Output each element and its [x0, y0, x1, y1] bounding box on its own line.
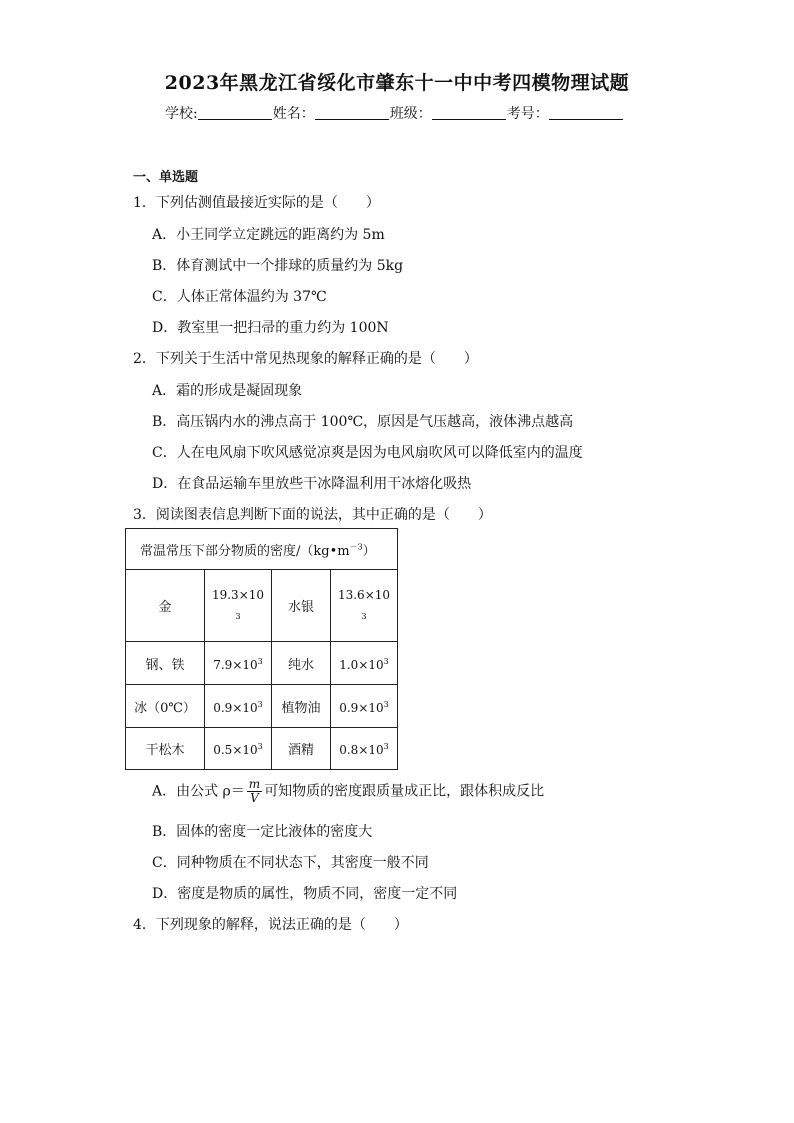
question-3-option-b: B．固体的密度一定比液体的密度大 — [152, 824, 373, 840]
question-1-stem: 1．下列估测值最接近实际的是（ ） — [133, 195, 380, 211]
density-mantissa: 0.8×10 — [339, 743, 384, 757]
table-cell-density — [205, 728, 272, 770]
question-2-stem: 2．下列关于生活中常见热现象的解释正确的是（ ） — [133, 351, 478, 367]
table-row — [126, 642, 398, 685]
fraction-denominator: V — [250, 791, 259, 805]
density-mantissa: 0.9×10 — [213, 700, 258, 715]
table-cell-density — [205, 570, 272, 642]
id-blank[interactable] — [549, 105, 623, 120]
table-cell-substance: 钢、铁 — [126, 642, 205, 685]
table-header-cell — [126, 529, 398, 570]
density-formula-fraction — [247, 778, 262, 805]
table-header-end: ） — [362, 543, 376, 559]
density-table — [125, 528, 398, 770]
question-1-option-d: D．教室里一把扫帚的重力约为 100N — [152, 320, 389, 336]
table-header-exponent: －3 — [349, 542, 363, 552]
table-row — [126, 570, 398, 642]
class-blank[interactable] — [432, 105, 506, 120]
table-cell-density — [331, 685, 398, 728]
table-cell-density — [331, 570, 398, 642]
school-label: 学校: — [165, 106, 198, 122]
table-cell-substance: 水银 — [272, 570, 331, 642]
table-cell-substance: 植物油 — [272, 685, 331, 728]
density-exponent: 3 — [235, 611, 241, 621]
table-cell-density — [331, 642, 398, 685]
table-header-text: 常温常压下部分物质的密度/（kg•m — [140, 543, 350, 559]
density-exponent: 3 — [383, 699, 389, 709]
question-2-option-b: B．高压锅内水的沸点高于 100℃，原因是气压越高，液体沸点越高 — [152, 414, 574, 430]
density-exponent: 3 — [257, 742, 263, 751]
class-label: 班级： — [389, 106, 432, 122]
option-a-prefix: A．由公式 ρ＝ — [152, 783, 245, 800]
density-mantissa: 13.6×10 — [337, 587, 391, 602]
fraction-numerator: m — [248, 777, 261, 791]
id-label: 考号： — [506, 106, 549, 122]
table-cell-substance: 纯水 — [272, 642, 331, 685]
density-mantissa: 19.3×10 — [211, 587, 265, 602]
question-3-option-a — [152, 778, 544, 805]
question-4-stem: 4．下列现象的解释，说法正确的是（ ） — [133, 917, 408, 933]
question-2-option-a: A．霜的形成是凝固现象 — [152, 383, 303, 399]
table-cell-density — [331, 728, 398, 770]
table-cell-substance: 干松木 — [126, 728, 205, 770]
section-heading: 一、单选题 — [133, 170, 199, 185]
density-mantissa: 7.9×10 — [213, 657, 258, 672]
density-mantissa: 1.0×10 — [339, 657, 384, 672]
student-info-line — [165, 103, 624, 123]
density-mantissa: 0.5×10 — [213, 743, 258, 757]
question-2-option-c: C．人在电风扇下吹风感觉凉爽是因为电风扇吹风可以降低室内的温度 — [152, 445, 583, 461]
table-cell-substance: 冰（0℃） — [126, 685, 205, 728]
table-row — [126, 728, 398, 770]
school-blank[interactable] — [198, 105, 272, 120]
density-exponent: 3 — [383, 656, 389, 666]
density-exponent: 3 — [257, 699, 263, 709]
option-a-suffix: 可知物质的密度跟质量成正比，跟体积成反比 — [264, 783, 545, 800]
question-3-stem: 3．阅读图表信息判断下面的说法，其中正确的是（ ） — [133, 507, 492, 523]
question-1-option-b: B．体育测试中一个排球的质量约为 5kg — [152, 258, 404, 274]
question-1-option-c: C．人体正常体温约为 37℃ — [152, 289, 327, 305]
density-exponent: 3 — [383, 742, 389, 751]
question-2-option-d: D．在食品运输车里放些干冰降温利用干冰熔化吸热 — [152, 476, 472, 492]
table-cell-density — [205, 642, 272, 685]
question-3-option-d: D．密度是物质的属性，物质不同，密度一定不同 — [152, 886, 458, 902]
density-mantissa: 0.9×10 — [339, 700, 384, 715]
name-blank[interactable] — [315, 105, 389, 120]
name-label: 姓名： — [272, 106, 315, 122]
question-3-option-c: C．同种物质在不同状态下，其密度一般不同 — [152, 855, 429, 871]
table-row — [126, 685, 398, 728]
density-exponent: 3 — [361, 611, 367, 621]
page-title: 2023年黑龙江省绥化市肇东十一中中考四模物理试题 — [164, 72, 630, 94]
table-cell-density — [205, 685, 272, 728]
question-1-option-a: A．小王同学立定跳远的距离约为 5m — [152, 227, 385, 243]
table-cell-substance: 金 — [126, 570, 205, 642]
table-header-row — [126, 529, 398, 570]
density-exponent: 3 — [257, 656, 263, 666]
table-cell-substance: 酒精 — [272, 728, 331, 770]
